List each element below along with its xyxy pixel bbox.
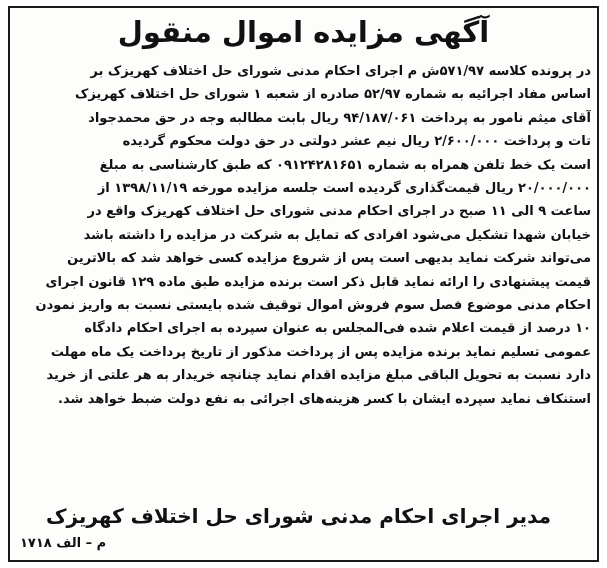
notice-line: اساس مفاد اجرائیه به شماره ۵۲/۹۷ صادره از شعبه ۱ شورای حل اختلاف کهریزک <box>75 87 591 103</box>
notice-line: ۲۰/۰۰۰/۰۰۰ ریال قیمت‌گذاری گردیده است جلسه مزایده مورخه ۱۳۹۸/۱۱/۱۹ از <box>97 181 591 197</box>
reference-code: م – الف ۱۷۱۸ <box>20 536 107 551</box>
signature-line: مدیر اجرای احکام مدنی شورای حل اختلاف کهریزک <box>46 504 551 528</box>
notice-line: آقای میثم نامور به پرداخت ۹۴/۱۸۷/۰۶۱ ریال بابت مطالبه وجه در حق محمدجواد <box>88 110 591 126</box>
notice-line: استنکاف نماید سپرده ایشان با کسر هزینه‌های اجرائی به نفع دولت ضبط خواهد شد. <box>58 391 591 407</box>
notice-title: آگهی مزایده اموال منقول <box>117 15 490 49</box>
notice-line: خیابان شهدا تشکیل می‌شود افرادی که تمایل به شرکت در مزایده را داشته باشد <box>83 227 591 243</box>
notice-line: دارد نسبت به تحویل الباقی مبلغ مزایده اقدام نماید چنانچه خریدار به هر علتی از خرید <box>46 368 591 384</box>
notice-line: در پرونده کلاسه ۵۷۱/۹۷ش م اجرای احکام مدنی شورای حل اختلاف کهریزک بر <box>90 64 591 79</box>
notice-line: ۱۰ درصد از قیمت اعلام شده فی‌المجلس به عنوان سپرده به اجرای احکام دادگاه <box>84 321 591 337</box>
notice-line: می‌تواند شرکت نماید بدیهی است پس از شروع مزایده کسی خواهد شد که بالاترین <box>67 251 591 267</box>
notice-line: احکام مدنی موضوع فصل سوم فروش اموال توقیف شده بایستی نسبت به واریز نمودن <box>35 298 591 314</box>
auction-notice <box>8 6 599 562</box>
notice-line: عمومی تسلیم نماید برنده مزایده پس از پرداخت مذکور از تاریخ پرداخت یک ماه مهلت <box>50 344 591 360</box>
notice-body <box>16 60 591 411</box>
notice-line: قیمت پیشنهادی را ارائه نماید قابل ذکر است برنده مزایده طبق ماده ۱۲۹ قانون اجرای <box>45 274 591 290</box>
notice-line: تات و پرداخت ۲/۶۰۰/۰۰۰ ریال نیم عشر دولتی در حق دولت محکوم گردیده <box>122 134 591 150</box>
notice-line: ساعت ۹ الی ۱۱ صبح در اجرای احکام مدنی شورای حل اختلاف کهریزک واقع در <box>87 204 591 220</box>
notice-line: است یک خط تلفن همراه به شماره ۰۹۱۲۴۲۸۱۶۵۱ که طبق کارشناسی به مبلغ <box>99 157 591 173</box>
